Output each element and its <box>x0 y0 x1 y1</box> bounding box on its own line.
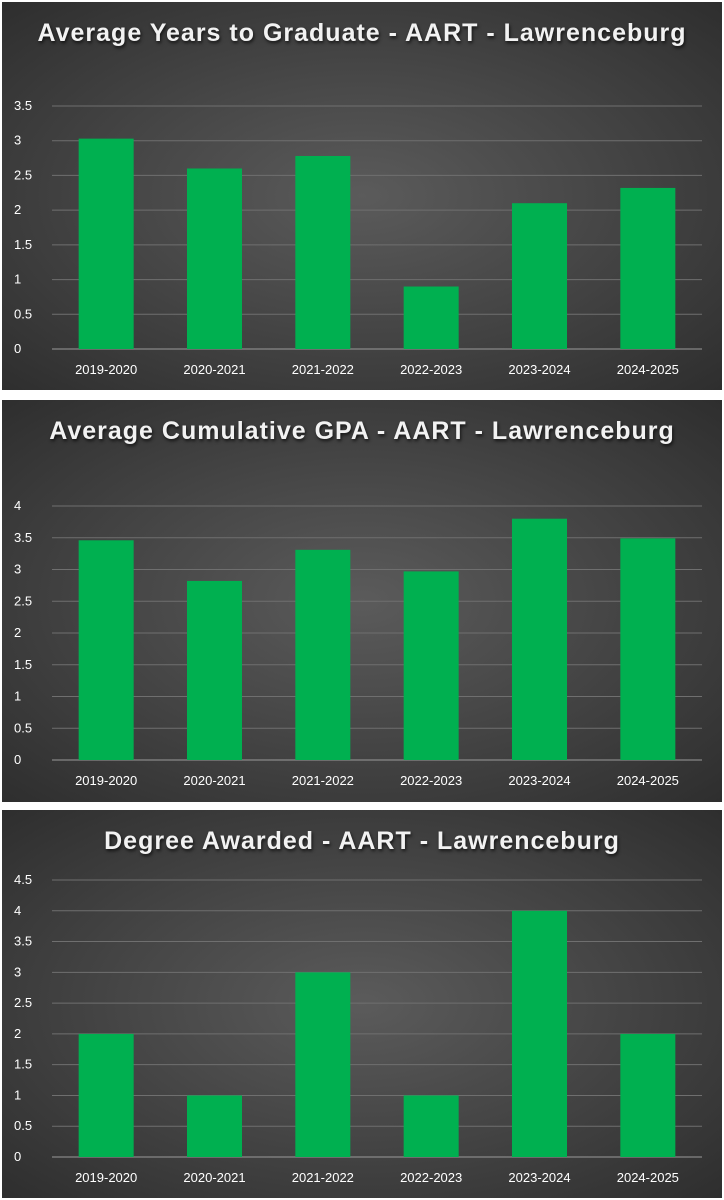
bar-2023-2024 <box>512 519 567 760</box>
bar-2019-2020 <box>79 540 134 760</box>
y-tick-label: 2 <box>14 1025 22 1041</box>
bar-2019-2020 <box>79 139 134 349</box>
y-tick-label: 3.5 <box>14 529 33 545</box>
x-category-label: 2023-2024 <box>508 773 571 788</box>
x-category-label: 2019-2020 <box>75 1170 138 1185</box>
y-tick-label: 4 <box>14 498 22 513</box>
y-tick-label: 3 <box>14 132 22 148</box>
x-category-label: 2019-2020 <box>75 362 138 377</box>
bar-2024-2025 <box>620 188 675 349</box>
x-category-label: 2020-2021 <box>183 1170 246 1185</box>
bar-2023-2024 <box>512 203 567 349</box>
y-tick-label: 3.5 <box>14 98 33 113</box>
bar-2021-2022 <box>295 972 350 1157</box>
chart-title: Average Years to Graduate - AART - Lawrenceburg <box>37 19 687 47</box>
y-tick-label: 0.5 <box>14 1118 33 1134</box>
bar-chart-degree-awarded <box>2 810 722 1198</box>
bar-2021-2022 <box>295 550 350 760</box>
y-tick-label: 0.5 <box>14 720 33 736</box>
y-tick-label: 2 <box>14 202 22 218</box>
y-tick-label: 1 <box>14 688 22 704</box>
y-tick-label: 3.5 <box>14 933 33 949</box>
bar-2020-2021 <box>187 581 242 760</box>
y-tick-label: 1.5 <box>14 1056 33 1072</box>
bar-2022-2023 <box>404 571 459 760</box>
y-tick-label: 1.5 <box>14 236 33 252</box>
x-category-label: 2020-2021 <box>183 362 246 377</box>
y-tick-label: 2.5 <box>14 593 33 609</box>
y-tick-label: 1.5 <box>14 656 33 672</box>
bar-2024-2025 <box>620 538 675 760</box>
y-tick-label: 1 <box>14 271 22 287</box>
bar-2022-2023 <box>404 287 459 349</box>
x-category-label: 2024-2025 <box>616 362 679 377</box>
x-category-label: 2022-2023 <box>400 1170 463 1185</box>
y-tick-label: 2.5 <box>14 995 33 1011</box>
x-category-label: 2024-2025 <box>616 1170 679 1185</box>
x-category-label: 2022-2023 <box>400 773 463 788</box>
y-tick-label: 4 <box>14 902 22 918</box>
chart-panel-years-to-graduate <box>0 0 724 392</box>
bar-2020-2021 <box>187 168 242 349</box>
bar-2022-2023 <box>404 1095 459 1157</box>
x-category-label: 2023-2024 <box>508 1170 571 1185</box>
y-tick-label: 3 <box>14 561 22 577</box>
bar-2023-2024 <box>512 911 567 1157</box>
y-tick-label: 3 <box>14 964 22 980</box>
bar-2024-2025 <box>620 1034 675 1157</box>
y-tick-label: 0 <box>14 1149 22 1164</box>
x-category-label: 2023-2024 <box>508 362 571 377</box>
bar-2021-2022 <box>295 156 350 349</box>
bar-2020-2021 <box>187 1095 242 1157</box>
x-category-label: 2021-2022 <box>291 362 354 377</box>
chart-title: Degree Awarded - AART - Lawrenceburg <box>104 827 620 855</box>
y-tick-label: 0.5 <box>14 306 33 322</box>
y-tick-label: 1 <box>14 1087 22 1103</box>
x-category-label: 2024-2025 <box>616 773 679 788</box>
y-tick-label: 0 <box>14 752 22 767</box>
x-category-label: 2021-2022 <box>291 773 354 788</box>
x-category-label: 2020-2021 <box>183 773 246 788</box>
chart-panel-cumulative-gpa <box>0 398 724 804</box>
bar-chart-cumulative-gpa <box>2 400 722 802</box>
x-category-label: 2022-2023 <box>400 362 463 377</box>
chart-title: Average Cumulative GPA - AART - Lawrenceburg <box>49 417 675 445</box>
y-tick-label: 2 <box>14 625 22 640</box>
x-category-label: 2019-2020 <box>75 773 138 788</box>
y-tick-label: 2.5 <box>14 167 33 183</box>
y-tick-label: 4.5 <box>14 872 33 887</box>
bar-chart-years-to-graduate <box>2 2 722 390</box>
y-tick-label: 0 <box>14 341 22 356</box>
bar-2019-2020 <box>79 1034 134 1157</box>
x-category-label: 2021-2022 <box>291 1170 354 1185</box>
chart-panel-degree-awarded <box>0 808 724 1200</box>
